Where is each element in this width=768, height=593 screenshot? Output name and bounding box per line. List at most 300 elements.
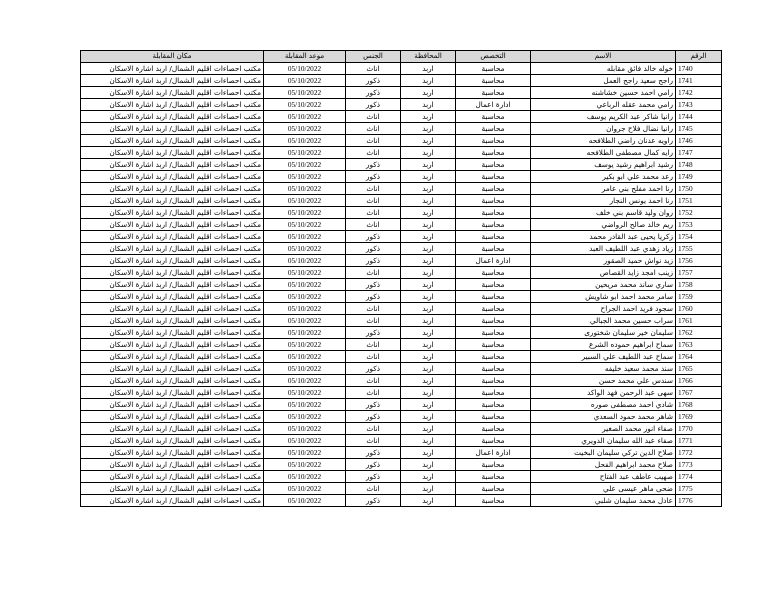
cell-specialization: محاسبة [456, 375, 531, 387]
cell-name: صفاء عبد الله سليمان الدويري [531, 435, 676, 447]
header-specialization: التخصص [456, 51, 531, 63]
cell-interview-date: 05/10/2022 [264, 255, 346, 267]
cell-number: 1763 [676, 339, 722, 351]
cell-specialization: محاسبة [456, 327, 531, 339]
table-row [81, 435, 722, 447]
cell-gender: اناث [346, 339, 401, 351]
cell-interview-place: مكتب احصاءات اقليم الشمال/ اربد اشارة الاسكان [81, 243, 264, 255]
cell-governorate: اربد [401, 111, 456, 123]
cell-gender: ذكور [346, 255, 401, 267]
cell-number: 1773 [676, 459, 722, 471]
cell-specialization: محاسبة [456, 303, 531, 315]
cell-gender: اناث [346, 63, 401, 75]
table-row [81, 171, 722, 183]
cell-interview-date: 05/10/2022 [264, 423, 346, 435]
cell-governorate: اربد [401, 351, 456, 363]
cell-gender: ذكور [346, 363, 401, 375]
cell-specialization: محاسبة [456, 231, 531, 243]
cell-number: 1764 [676, 351, 722, 363]
cell-name: شادي احمد مصطفى صوره [531, 399, 676, 411]
table-row [81, 255, 722, 267]
cell-name: سجود فريد احمد الجراح [531, 303, 676, 315]
cell-gender: ذكور [346, 171, 401, 183]
cell-governorate: اربد [401, 123, 456, 135]
cell-number: 1768 [676, 399, 722, 411]
cell-gender: ذكور [346, 447, 401, 459]
cell-governorate: اربد [401, 135, 456, 147]
cell-interview-place: مكتب احصاءات اقليم الشمال/ اربد اشارة الاسكان [81, 111, 264, 123]
cell-interview-place: مكتب احصاءات اقليم الشمال/ اربد اشارة الاسكان [81, 255, 264, 267]
cell-specialization: محاسبة [456, 207, 531, 219]
table-row [81, 303, 722, 315]
cell-gender: اناث [346, 123, 401, 135]
table-row [81, 75, 722, 87]
cell-number: 1755 [676, 243, 722, 255]
table-row [81, 99, 722, 111]
cell-gender: ذكور [346, 99, 401, 111]
cell-interview-place: مكتب احصاءات اقليم الشمال/ اربد اشارة الاسكان [81, 63, 264, 75]
cell-number: 1758 [676, 279, 722, 291]
cell-interview-place: مكتب احصاءات اقليم الشمال/ اربد اشارة الاسكان [81, 123, 264, 135]
cell-name: ريم خالد صالح الرواضي [531, 219, 676, 231]
cell-interview-date: 05/10/2022 [264, 351, 346, 363]
cell-name: رشيد ابراهيم رشيد يوسف [531, 159, 676, 171]
cell-number: 1772 [676, 447, 722, 459]
table-row [81, 147, 722, 159]
cell-interview-place: مكتب احصاءات اقليم الشمال/ اربد اشارة الاسكان [81, 99, 264, 111]
cell-name: خوله خالد فائق مقابله [531, 63, 676, 75]
cell-interview-date: 05/10/2022 [264, 171, 346, 183]
cell-governorate: اربد [401, 279, 456, 291]
cell-interview-date: 05/10/2022 [264, 87, 346, 99]
interview-schedule-table [80, 50, 722, 507]
cell-interview-place: مكتب احصاءات اقليم الشمال/ اربد اشارة الاسكان [81, 363, 264, 375]
cell-number: 1743 [676, 99, 722, 111]
cell-governorate: اربد [401, 327, 456, 339]
cell-number: 1742 [676, 87, 722, 99]
cell-interview-place: مكتب احصاءات اقليم الشمال/ اربد اشارة الاسكان [81, 315, 264, 327]
cell-governorate: اربد [401, 63, 456, 75]
cell-number: 1762 [676, 327, 722, 339]
cell-number: 1776 [676, 495, 722, 507]
header-number: الرقم [676, 51, 722, 63]
cell-interview-date: 05/10/2022 [264, 207, 346, 219]
table-row [81, 219, 722, 231]
cell-governorate: اربد [401, 75, 456, 87]
cell-gender: اناث [346, 135, 401, 147]
cell-name: رعد محمد علي ابو بكير [531, 171, 676, 183]
table-row [81, 111, 722, 123]
cell-interview-date: 05/10/2022 [264, 231, 346, 243]
cell-gender: ذكور [346, 279, 401, 291]
cell-governorate: اربد [401, 207, 456, 219]
table-row [81, 387, 722, 399]
cell-interview-date: 05/10/2022 [264, 147, 346, 159]
cell-name: رامي احمد حسين خشاشنه [531, 87, 676, 99]
cell-number: 1751 [676, 195, 722, 207]
cell-specialization: محاسبة [456, 483, 531, 495]
cell-interview-date: 05/10/2022 [264, 435, 346, 447]
cell-gender: ذكور [346, 399, 401, 411]
table-row [81, 459, 722, 471]
cell-interview-date: 05/10/2022 [264, 219, 346, 231]
cell-interview-place: مكتب احصاءات اقليم الشمال/ اربد اشارة الاسكان [81, 183, 264, 195]
cell-governorate: اربد [401, 231, 456, 243]
cell-gender: ذكور [346, 75, 401, 87]
cell-name: زينب امجد زايد القصاص [531, 267, 676, 279]
cell-governorate: اربد [401, 147, 456, 159]
table-row [81, 471, 722, 483]
cell-interview-place: مكتب احصاءات اقليم الشمال/ اربد اشارة الاسكان [81, 135, 264, 147]
table-row [81, 243, 722, 255]
cell-interview-date: 05/10/2022 [264, 387, 346, 399]
cell-name: ضحى ماهر عيسى علي [531, 483, 676, 495]
cell-number: 1765 [676, 363, 722, 375]
cell-interview-date: 05/10/2022 [264, 195, 346, 207]
cell-number: 1774 [676, 471, 722, 483]
cell-governorate: اربد [401, 255, 456, 267]
table-row [81, 315, 722, 327]
table-row [81, 495, 722, 507]
cell-specialization: محاسبة [456, 267, 531, 279]
cell-specialization: محاسبة [456, 171, 531, 183]
cell-interview-date: 05/10/2022 [264, 279, 346, 291]
cell-interview-place: مكتب احصاءات اقليم الشمال/ اربد اشارة الاسكان [81, 207, 264, 219]
table-row [81, 447, 722, 459]
table-row [81, 339, 722, 351]
cell-gender: ذكور [346, 243, 401, 255]
cell-name: صلاح محمد ابراهيم الفحل [531, 459, 676, 471]
cell-gender: اناث [346, 315, 401, 327]
cell-governorate: اربد [401, 387, 456, 399]
cell-specialization: محاسبة [456, 339, 531, 351]
cell-gender: ذكور [346, 231, 401, 243]
cell-specialization: محاسبة [456, 291, 531, 303]
cell-specialization: محاسبة [456, 495, 531, 507]
cell-number: 1747 [676, 147, 722, 159]
table-row [81, 399, 722, 411]
table-row [81, 123, 722, 135]
header-name: الاسم [531, 51, 676, 63]
cell-interview-place: مكتب احصاءات اقليم الشمال/ اربد اشارة الاسكان [81, 219, 264, 231]
cell-governorate: اربد [401, 495, 456, 507]
cell-interview-place: مكتب احصاءات اقليم الشمال/ اربد اشارة الاسكان [81, 267, 264, 279]
cell-interview-place: مكتب احصاءات اقليم الشمال/ اربد اشارة الاسكان [81, 339, 264, 351]
cell-specialization: ادارة اعمال [456, 447, 531, 459]
cell-governorate: اربد [401, 183, 456, 195]
cell-interview-place: مكتب احصاءات اقليم الشمال/ اربد اشارة الاسكان [81, 147, 264, 159]
table-row [81, 279, 722, 291]
header-interview-date: موعد المقابلة [264, 51, 346, 63]
header-governorate: المحافظة [401, 51, 456, 63]
table-row [81, 135, 722, 147]
cell-gender: ذكور [346, 159, 401, 171]
cell-governorate: اربد [401, 435, 456, 447]
cell-name: سليمان خير سليمان شختورى [531, 327, 676, 339]
table-row [81, 63, 722, 75]
cell-number: 1767 [676, 387, 722, 399]
cell-number: 1761 [676, 315, 722, 327]
cell-gender: اناث [346, 183, 401, 195]
cell-governorate: اربد [401, 459, 456, 471]
cell-interview-date: 05/10/2022 [264, 327, 346, 339]
cell-governorate: اربد [401, 243, 456, 255]
cell-gender: اناث [346, 207, 401, 219]
cell-name: عادل محمد سليمان شلبي [531, 495, 676, 507]
cell-name: سهى عبد الرحمن فهد الواكد [531, 387, 676, 399]
cell-interview-date: 05/10/2022 [264, 399, 346, 411]
cell-interview-date: 05/10/2022 [264, 159, 346, 171]
cell-number: 1752 [676, 207, 722, 219]
cell-interview-date: 05/10/2022 [264, 375, 346, 387]
cell-interview-date: 05/10/2022 [264, 99, 346, 111]
cell-name: زكريا يحيى عبد القادر محمد [531, 231, 676, 243]
table-row [81, 207, 722, 219]
cell-interview-place: مكتب احصاءات اقليم الشمال/ اربد اشارة الاسكان [81, 171, 264, 183]
cell-specialization: محاسبة [456, 279, 531, 291]
cell-specialization: محاسبة [456, 63, 531, 75]
cell-name: راويه عدنان راضي الطلافحه [531, 135, 676, 147]
cell-name: راجح سعيد راجح العمل [531, 75, 676, 87]
cell-interview-place: مكتب احصاءات اقليم الشمال/ اربد اشارة الاسكان [81, 387, 264, 399]
cell-specialization: محاسبة [456, 135, 531, 147]
cell-governorate: اربد [401, 363, 456, 375]
cell-name: سراب حسين محمد الجبالي [531, 315, 676, 327]
cell-gender: ذكور [346, 87, 401, 99]
cell-interview-date: 05/10/2022 [264, 303, 346, 315]
cell-interview-place: مكتب احصاءات اقليم الشمال/ اربد اشارة الاسكان [81, 471, 264, 483]
cell-name: شاهر محمد حمود السعدي [531, 411, 676, 423]
cell-number: 1766 [676, 375, 722, 387]
cell-interview-place: مكتب احصاءات اقليم الشمال/ اربد اشارة الاسكان [81, 399, 264, 411]
cell-specialization: محاسبة [456, 183, 531, 195]
cell-number: 1748 [676, 159, 722, 171]
table-row [81, 183, 722, 195]
cell-specialization: محاسبة [456, 75, 531, 87]
cell-interview-place: مكتب احصاءات اقليم الشمال/ اربد اشارة الاسكان [81, 327, 264, 339]
cell-number: 1775 [676, 483, 722, 495]
cell-name: سماح ابراهيم حموده الشرع [531, 339, 676, 351]
cell-interview-place: مكتب احصاءات اقليم الشمال/ اربد اشارة الاسكان [81, 495, 264, 507]
cell-interview-date: 05/10/2022 [264, 339, 346, 351]
cell-gender: اناث [346, 195, 401, 207]
cell-interview-date: 05/10/2022 [264, 75, 346, 87]
cell-interview-place: مكتب احصاءات اقليم الشمال/ اربد اشارة الاسكان [81, 375, 264, 387]
cell-name: رنا احمد يونس النجار [531, 195, 676, 207]
cell-governorate: اربد [401, 87, 456, 99]
cell-governorate: اربد [401, 411, 456, 423]
cell-specialization: ادارة اعمال [456, 99, 531, 111]
table-row [81, 483, 722, 495]
cell-gender: اناث [346, 387, 401, 399]
cell-name: سماح عبد اللطيف علي السبير [531, 351, 676, 363]
cell-number: 1750 [676, 183, 722, 195]
cell-name: رايه كمال مصطفى الطلافحه [531, 147, 676, 159]
cell-specialization: محاسبة [456, 471, 531, 483]
cell-governorate: اربد [401, 171, 456, 183]
cell-name: ساري ساند محمد مريحين [531, 279, 676, 291]
cell-specialization: محاسبة [456, 243, 531, 255]
cell-gender: اناث [346, 147, 401, 159]
cell-specialization: محاسبة [456, 111, 531, 123]
table-row [81, 423, 722, 435]
cell-name: رنا احمد مفلح بني عامر [531, 183, 676, 195]
cell-specialization: محاسبة [456, 387, 531, 399]
cell-name: صفاء انور محمد الصغير [531, 423, 676, 435]
cell-number: 1756 [676, 255, 722, 267]
cell-number: 1760 [676, 303, 722, 315]
cell-interview-date: 05/10/2022 [264, 63, 346, 75]
table-row [81, 231, 722, 243]
table-row [81, 87, 722, 99]
cell-governorate: اربد [401, 315, 456, 327]
cell-interview-place: مكتب احصاءات اقليم الشمال/ اربد اشارة الاسكان [81, 435, 264, 447]
cell-governorate: اربد [401, 471, 456, 483]
cell-interview-place: مكتب احصاءات اقليم الشمال/ اربد اشارة الاسكان [81, 75, 264, 87]
cell-name: روان وليد قاسم بني خلف [531, 207, 676, 219]
cell-gender: اناث [346, 423, 401, 435]
cell-interview-date: 05/10/2022 [264, 183, 346, 195]
header-gender: الجنس [346, 51, 401, 63]
cell-governorate: اربد [401, 219, 456, 231]
cell-number: 1754 [676, 231, 722, 243]
cell-gender: اناث [346, 351, 401, 363]
cell-specialization: محاسبة [456, 363, 531, 375]
cell-interview-date: 05/10/2022 [264, 243, 346, 255]
cell-number: 1741 [676, 75, 722, 87]
cell-governorate: اربد [401, 291, 456, 303]
cell-number: 1745 [676, 123, 722, 135]
cell-gender: اناث [346, 483, 401, 495]
cell-number: 1757 [676, 267, 722, 279]
cell-interview-place: مكتب احصاءات اقليم الشمال/ اربد اشارة الاسكان [81, 351, 264, 363]
cell-number: 1759 [676, 291, 722, 303]
cell-gender: اناث [346, 219, 401, 231]
cell-interview-place: مكتب احصاءات اقليم الشمال/ اربد اشارة الاسكان [81, 195, 264, 207]
table-row [81, 375, 722, 387]
cell-governorate: اربد [401, 303, 456, 315]
cell-interview-date: 05/10/2022 [264, 483, 346, 495]
cell-specialization: محاسبة [456, 159, 531, 171]
cell-name: رانيا شاكر عبد الكريم يوسف [531, 111, 676, 123]
table-row [81, 327, 722, 339]
table-row [81, 351, 722, 363]
cell-interview-place: مكتب احصاءات اقليم الشمال/ اربد اشارة الاسكان [81, 231, 264, 243]
cell-name: زياد زهدي عبد اللطيف العبد [531, 243, 676, 255]
cell-name: سند محمد سعيد خليفه [531, 363, 676, 375]
cell-name: سندس علي محمد حسن [531, 375, 676, 387]
cell-name: رانيا نضال فلاح جروان [531, 123, 676, 135]
cell-governorate: اربد [401, 159, 456, 171]
cell-interview-date: 05/10/2022 [264, 291, 346, 303]
cell-gender: ذكور [346, 291, 401, 303]
table-row [81, 195, 722, 207]
cell-governorate: اربد [401, 267, 456, 279]
header-row [81, 51, 722, 63]
cell-specialization: محاسبة [456, 351, 531, 363]
cell-interview-date: 05/10/2022 [264, 267, 346, 279]
cell-interview-place: مكتب احصاءات اقليم الشمال/ اربد اشارة الاسكان [81, 87, 264, 99]
cell-governorate: اربد [401, 399, 456, 411]
table-row [81, 267, 722, 279]
cell-specialization: محاسبة [456, 123, 531, 135]
cell-name: سامر محمد احمد ابو شاويش [531, 291, 676, 303]
cell-interview-place: مكتب احصاءات اقليم الشمال/ اربد اشارة الاسكان [81, 447, 264, 459]
cell-number: 1771 [676, 435, 722, 447]
cell-interview-place: مكتب احصاءات اقليم الشمال/ اربد اشارة الاسكان [81, 159, 264, 171]
header-interview-place: مكان المقابلة [81, 51, 264, 63]
cell-gender: ذكور [346, 459, 401, 471]
cell-governorate: اربد [401, 99, 456, 111]
cell-specialization: محاسبة [456, 423, 531, 435]
cell-specialization: محاسبة [456, 315, 531, 327]
cell-interview-place: مكتب احصاءات اقليم الشمال/ اربد اشارة الاسكان [81, 423, 264, 435]
table-row [81, 159, 722, 171]
cell-specialization: محاسبة [456, 219, 531, 231]
cell-number: 1769 [676, 411, 722, 423]
cell-interview-date: 05/10/2022 [264, 411, 346, 423]
cell-gender: ذكور [346, 495, 401, 507]
cell-specialization: محاسبة [456, 459, 531, 471]
cell-interview-date: 05/10/2022 [264, 459, 346, 471]
cell-interview-date: 05/10/2022 [264, 363, 346, 375]
cell-interview-date: 05/10/2022 [264, 123, 346, 135]
cell-specialization: محاسبة [456, 399, 531, 411]
cell-interview-place: مكتب احصاءات اقليم الشمال/ اربد اشارة الاسكان [81, 459, 264, 471]
cell-gender: ذكور [346, 411, 401, 423]
cell-gender: ذكور [346, 471, 401, 483]
cell-specialization: محاسبة [456, 435, 531, 447]
table-row [81, 363, 722, 375]
table-row [81, 411, 722, 423]
cell-gender: اناث [346, 435, 401, 447]
cell-number: 1753 [676, 219, 722, 231]
cell-specialization: ادارة اعمال [456, 255, 531, 267]
cell-name: صلاح الدين تركي سليمان البخيت [531, 447, 676, 459]
cell-gender: اناث [346, 111, 401, 123]
cell-interview-place: مكتب احصاءات اقليم الشمال/ اربد اشارة الاسكان [81, 303, 264, 315]
cell-number: 1749 [676, 171, 722, 183]
cell-governorate: اربد [401, 339, 456, 351]
cell-interview-place: مكتب احصاءات اقليم الشمال/ اربد اشارة الاسكان [81, 411, 264, 423]
cell-interview-place: مكتب احصاءات اقليم الشمال/ اربد اشارة الاسكان [81, 279, 264, 291]
cell-governorate: اربد [401, 423, 456, 435]
cell-number: 1770 [676, 423, 722, 435]
cell-governorate: اربد [401, 195, 456, 207]
cell-interview-date: 05/10/2022 [264, 495, 346, 507]
cell-interview-place: مكتب احصاءات اقليم الشمال/ اربد اشارة الاسكان [81, 483, 264, 495]
cell-gender: ذكور [346, 327, 401, 339]
cell-name: صهيب عاطف عبد الفتاح [531, 471, 676, 483]
cell-interview-date: 05/10/2022 [264, 135, 346, 147]
cell-name: زيد نواش حميد الصقور [531, 255, 676, 267]
cell-gender: اناث [346, 375, 401, 387]
cell-specialization: محاسبة [456, 411, 531, 423]
cell-interview-date: 05/10/2022 [264, 111, 346, 123]
table-row [81, 291, 722, 303]
cell-specialization: محاسبة [456, 87, 531, 99]
cell-gender: اناث [346, 267, 401, 279]
cell-governorate: اربد [401, 447, 456, 459]
cell-name: رامي محمد عقله الرباعي [531, 99, 676, 111]
cell-number: 1740 [676, 63, 722, 75]
cell-governorate: اربد [401, 375, 456, 387]
cell-specialization: محاسبة [456, 147, 531, 159]
cell-specialization: محاسبة [456, 195, 531, 207]
cell-interview-place: مكتب احصاءات اقليم الشمال/ اربد اشارة الاسكان [81, 291, 264, 303]
cell-number: 1744 [676, 111, 722, 123]
cell-interview-date: 05/10/2022 [264, 471, 346, 483]
